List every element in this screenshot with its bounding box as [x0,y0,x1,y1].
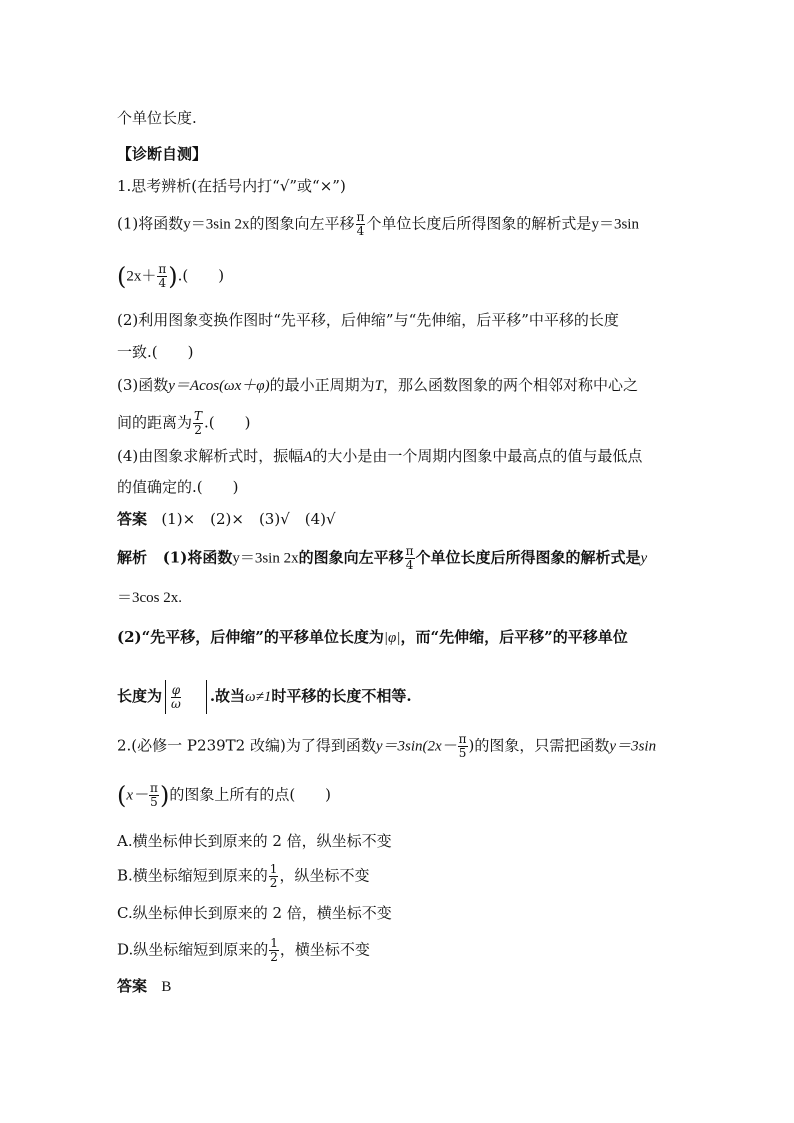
q1-title: 1.思考辨析(在括号内打“√”或“×”) [117,177,346,195]
q1-statement-1: (1)将函数y＝3sin 2x的图象向左平移 $\frac{\pi}{4}$ 个单位长度后所得图象的解析式是y＝3sin [117,210,639,238]
fraction-pi-over-4: $\frac{\pi}{4}$ [356,210,365,238]
q1-statement-1-cont: (2x＋ $\frac{\pi}{4}$ ).( ) [117,262,225,291]
q2-option-d: D.纵坐标缩短到原来的 $\frac{1}{2}$ ，横坐标不变 [117,936,370,964]
q1-explanation-2-cont: 长度为 $\frac{\varphi}{\omega}$ .故当ω≠1时平移的长度不相等. [117,680,412,714]
q1-explanation-1: 解析 (1)将函数y＝3sin 2x的图象向左平移 $\frac{\pi}{4}$ 个单位长度后所得图象的解析式是y [117,544,648,572]
section-header: 【诊断自测】 [117,145,208,163]
q1-statement-2-cont: 一致.( ) [117,343,194,361]
q2-option-c: C.纵坐标伸长到原来的 2 倍，横坐标不变 [117,904,392,922]
q2-answer: 答案 B [117,977,172,995]
q1-statement-4: (4)由图象求解析式时，振幅A的大小是由一个周期内图象中最高点的值与最低点 [117,447,643,465]
q1-answer: 答案 (1)× (2)× (3)√ (4)√ [117,510,336,528]
q2-option-b: B.横坐标缩短到原来的 $\frac{1}{2}$ ，纵坐标不变 [117,862,370,890]
continuation-text: 个单位长度. [117,109,197,127]
q2-stem-cont: (x－ $\frac{\pi}{5}$ )的图象上所有的点( ) [117,781,332,810]
q1-statement-2: (2)利用图象变换作图时“先平移，后伸缩”与“先伸缩，后平移”中平移的长度 [117,311,619,329]
q1-statement-3: (3)函数y＝Acos(ωx＋φ)的最小正周期为T，那么函数图象的两个相邻对称中心之 [117,376,638,394]
q1-statement-3-cont: 间的距离为 $\frac{T}{2}$ .( ) [117,409,251,437]
q2-stem: 2.(必修一 P239T2 改编)为了得到函数y＝3sin(2x－ $\frac{\pi}{5}$ )的图象，只需把函数y＝3sin [117,732,657,760]
q2-option-a: A.横坐标伸长到原来的 2 倍，纵坐标不变 [117,832,392,850]
q1-explanation-2: (2)“先平移，后伸缩”的平移单位长度为|φ|，而“先伸缩，后平移”的平移单位 [117,628,628,646]
q1-statement-4-cont: 的值确定的.( ) [117,478,239,496]
q1-explanation-1-cont: ＝3cos 2x. [117,590,182,606]
